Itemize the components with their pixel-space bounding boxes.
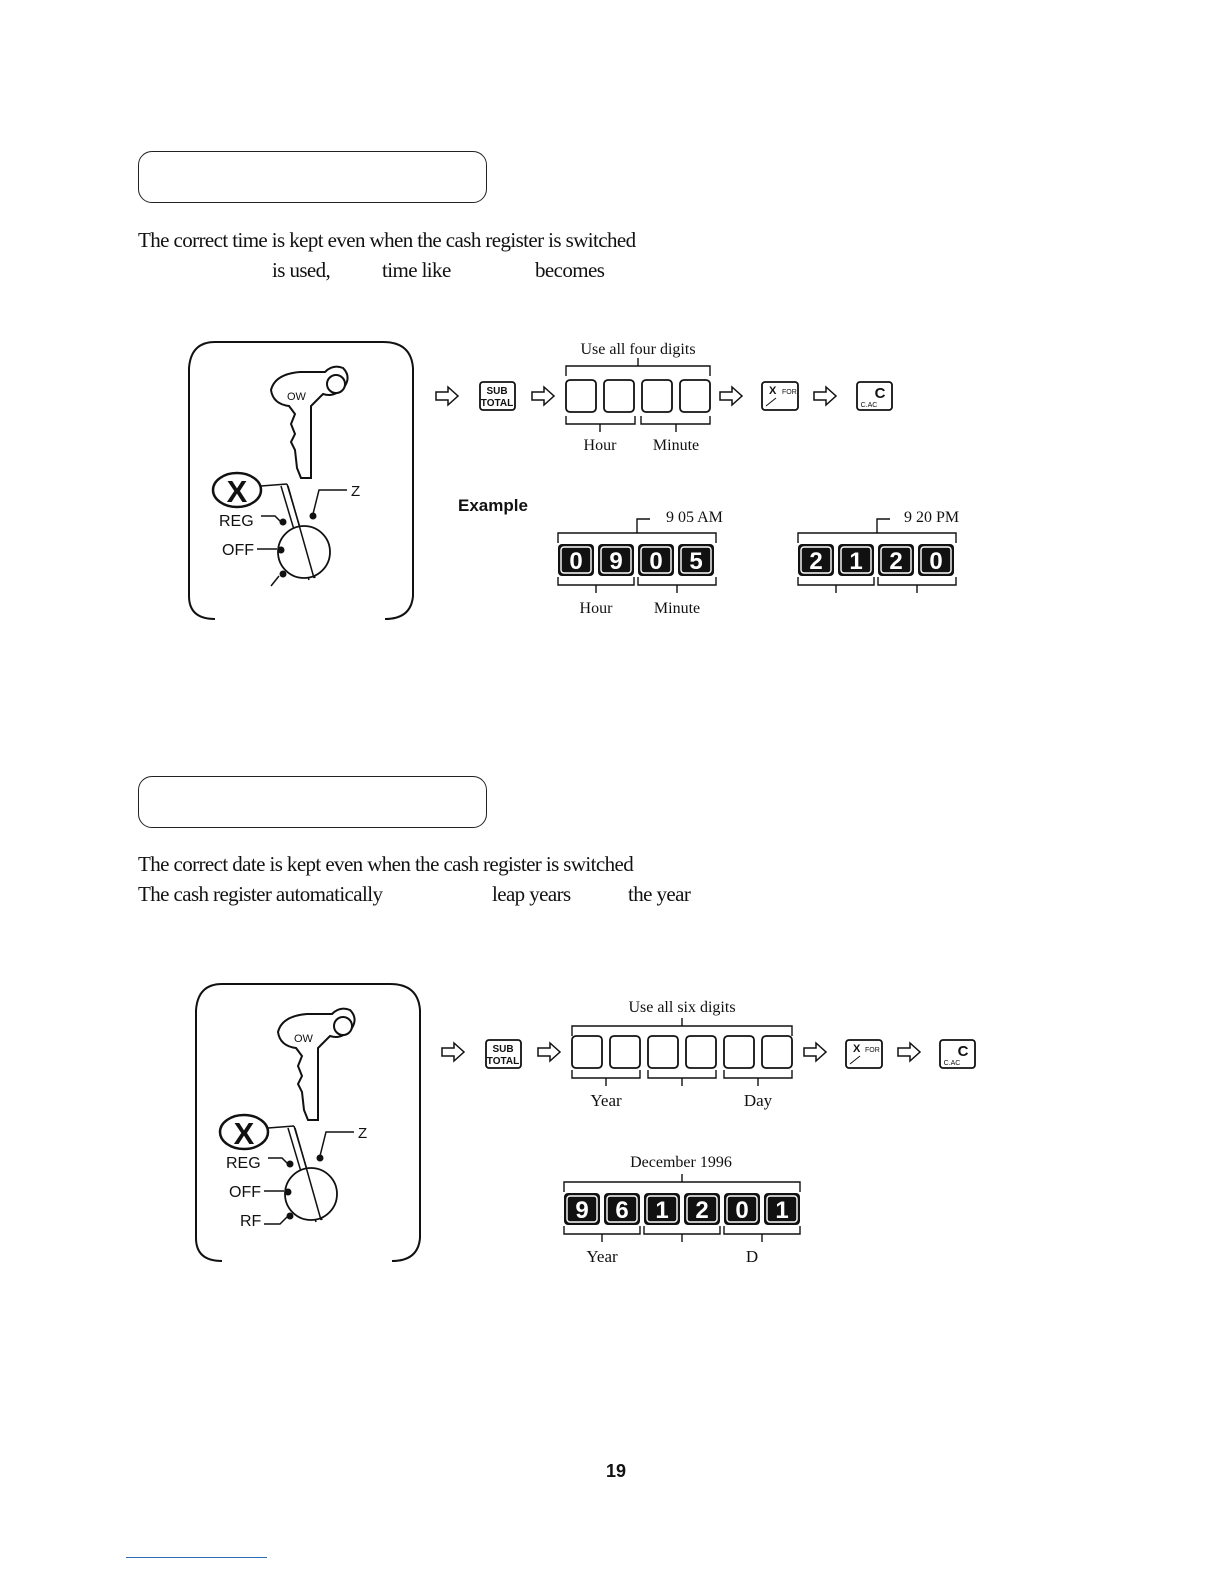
arrow-right-icon <box>442 1043 464 1061</box>
subtotal-key <box>486 1040 521 1068</box>
subtotal-key <box>480 382 515 410</box>
page-number: 19 <box>606 1461 627 1481</box>
digit: 1 <box>775 1197 789 1224</box>
arrow-right-icon <box>814 387 836 405</box>
arrow-right-icon <box>538 1043 560 1061</box>
key-label: OW <box>294 1033 313 1045</box>
digit: 0 <box>735 1197 749 1224</box>
date-intro-fragment-1: The cash register automatically <box>138 882 383 906</box>
time-example-pm <box>790 505 970 595</box>
date-example <box>556 1150 816 1270</box>
mode-dial <box>213 473 360 586</box>
time-example-am-digits <box>558 544 714 576</box>
off-mode-label: OFF <box>222 542 254 559</box>
date-use-six-digits-label: Use all six digits <box>628 999 736 1016</box>
date-day-label: Day <box>743 1091 773 1110</box>
date-year-label: Year <box>590 1091 622 1110</box>
time-example-pm-digits <box>798 544 954 576</box>
date-key-sequence <box>436 996 981 1116</box>
time-key-sequence <box>430 336 900 456</box>
c-key-text: C.AC <box>943 1060 961 1067</box>
date-example-digits <box>564 1193 800 1225</box>
time-example-am <box>550 505 730 620</box>
x-for-date-time-key <box>846 1040 882 1068</box>
arrow-right-icon <box>436 387 458 405</box>
digit: 2 <box>695 1197 709 1224</box>
x-mode-label: X <box>233 1116 255 1151</box>
time-example-label: Example <box>458 496 528 515</box>
date-example-day-label: D <box>745 1247 759 1266</box>
digit: 0 <box>569 548 583 575</box>
c-key-symbol: C <box>957 1043 969 1060</box>
time-example-hour-label: Hour <box>579 600 613 617</box>
key-icon <box>278 1009 355 1120</box>
time-intro-line-1: The correct time is kept even when the cash register is switched <box>138 228 636 252</box>
digit: 0 <box>649 548 663 575</box>
time-example-am-label: 9 05 AM <box>666 509 723 526</box>
z-mode-label: Z <box>351 483 361 500</box>
x-for-date-time-key <box>762 382 798 410</box>
digit: 1 <box>849 548 863 575</box>
x-for-key-symbol: X <box>853 1043 861 1055</box>
arrow-right-icon <box>532 387 554 405</box>
arrow-right-icon <box>720 387 742 405</box>
c-ac-key <box>857 382 892 410</box>
date-example-year-label: Year <box>586 1247 618 1266</box>
x-mode-label: X <box>226 474 248 509</box>
subtotal-key-bottom-label: TOTAL <box>486 1056 520 1067</box>
time-intro-fragment-1: is used, <box>272 258 331 282</box>
x-for-key-text: FOR <box>782 389 797 396</box>
date-section-heading-box <box>138 776 487 828</box>
subtotal-key-bottom-label: TOTAL <box>480 398 514 409</box>
time-use-four-digits-label: Use all four digits <box>580 341 696 358</box>
c-ac-key <box>940 1040 975 1068</box>
mode-switch-illustration-date <box>192 980 424 1265</box>
mode-dial <box>220 1115 367 1230</box>
digit: 9 <box>575 1197 589 1224</box>
reg-mode-label: REG <box>226 1155 261 1172</box>
digit: 1 <box>655 1197 669 1224</box>
date-intro-line-1: The correct date is kept even when the cash register is switched <box>138 852 634 876</box>
time-intro-fragment-2: time like <box>382 258 451 282</box>
time-intro-fragment-3: becomes <box>535 258 605 282</box>
mode-switch-illustration <box>185 338 417 623</box>
digit: 0 <box>929 548 943 575</box>
c-key-text: C.AC <box>860 402 878 409</box>
reg-mode-label: REG <box>219 513 254 530</box>
off-mode-label: OFF <box>229 1184 261 1201</box>
date-example-label: December 1996 <box>630 1154 732 1171</box>
subtotal-key-top-label: SUB <box>486 386 508 397</box>
digit: 6 <box>615 1197 629 1224</box>
x-for-key-symbol: X <box>769 385 777 397</box>
time-section-heading-box <box>138 151 487 203</box>
date-digit-boxes <box>572 1036 792 1068</box>
digit: 5 <box>689 548 703 575</box>
footer-rule <box>126 1557 267 1558</box>
time-example-minute-label: Minute <box>653 600 701 617</box>
z-mode-label: Z <box>358 1125 368 1142</box>
key-label: OW <box>287 391 306 403</box>
date-intro-fragment-2: leap years <box>492 882 571 906</box>
time-hour-label: Hour <box>583 437 617 454</box>
key-icon <box>271 367 348 478</box>
digit: 2 <box>889 548 903 575</box>
time-example-pm-label: 9 20 PM <box>904 509 960 526</box>
time-digit-boxes <box>566 380 710 412</box>
arrow-right-icon <box>898 1043 920 1061</box>
x-for-key-text: FOR <box>865 1047 880 1054</box>
digit: 2 <box>809 548 823 575</box>
c-key-symbol: C <box>874 385 886 402</box>
digit: 9 <box>609 548 623 575</box>
time-minute-label: Minute <box>652 437 700 454</box>
subtotal-key-top-label: SUB <box>492 1044 514 1055</box>
rf-mode-label: RF <box>240 1213 262 1230</box>
arrow-right-icon <box>804 1043 826 1061</box>
date-intro-fragment-3: the year <box>628 882 691 906</box>
